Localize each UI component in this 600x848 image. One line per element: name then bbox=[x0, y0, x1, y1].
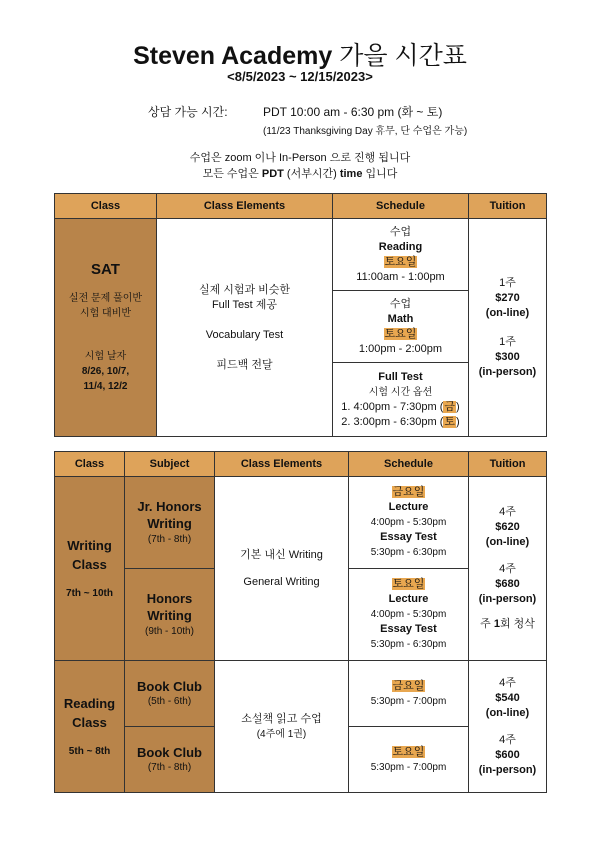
schedule-lecture: Lecture bbox=[388, 501, 429, 513]
header-schedule: Schedule bbox=[333, 194, 469, 219]
subject-grades: (7th - 8th) bbox=[147, 534, 192, 545]
schedule-essay: Essay Test bbox=[380, 531, 437, 543]
option-text: 1. 4:00pm - 7:30pm ( bbox=[341, 400, 444, 413]
tuition-price: $600 bbox=[495, 748, 520, 761]
note-text: 입니다 bbox=[362, 168, 398, 180]
schedule-type: 수업 bbox=[389, 297, 412, 310]
tuition-weeks: 4주 bbox=[499, 563, 516, 575]
tuition-weeks: 4주 bbox=[499, 676, 516, 689]
schedule-essay: Essay Test bbox=[380, 623, 437, 635]
reading-tuition-cell bbox=[469, 661, 547, 793]
schedule-cell-saturday bbox=[349, 727, 469, 793]
reading-grades: 5th ~ 8th bbox=[68, 746, 111, 757]
schedule-lecture: Lecture bbox=[388, 593, 429, 605]
tuition-weeks: 4주 bbox=[499, 506, 516, 518]
subject-honors bbox=[125, 569, 215, 661]
tuition-price: $300 bbox=[495, 350, 520, 363]
schedule-cell-friday bbox=[349, 661, 469, 727]
tuition-weeks: 1주 bbox=[499, 276, 516, 289]
full-test-label: 시험 시간 옵션 bbox=[368, 386, 433, 398]
tuition-mode: (on-line) bbox=[485, 536, 530, 548]
subject-name: Honors bbox=[146, 591, 193, 606]
element-text: Full Test 제공 bbox=[211, 298, 278, 311]
element-text: (4주에 1권) bbox=[256, 728, 307, 740]
subject-book-club-2 bbox=[125, 727, 215, 793]
consult-hours bbox=[148, 103, 442, 120]
subject-name: Book Club bbox=[137, 744, 202, 760]
writing-elements-cell bbox=[215, 477, 349, 661]
schedule-cell-reading bbox=[333, 219, 469, 291]
tuition-price: $540 bbox=[495, 691, 520, 704]
tuition-note bbox=[469, 617, 546, 632]
note-text: 모든 수업은 bbox=[202, 168, 262, 180]
subject-name: Jr. Honors bbox=[137, 499, 202, 514]
tuition-mode: (in-person) bbox=[478, 365, 537, 378]
note-text: 1 bbox=[493, 618, 500, 630]
tuition-price: $270 bbox=[495, 291, 520, 304]
schedule-time: 5:30pm - 7:00pm bbox=[370, 761, 447, 773]
header-elements: Class Elements bbox=[215, 452, 349, 477]
schedule-day: 토요일 bbox=[384, 327, 417, 340]
schedule-day: 토요일 bbox=[392, 745, 425, 758]
schedule-type: 수업 bbox=[389, 225, 412, 238]
schedule-time: 11:00am - 1:00pm bbox=[356, 270, 445, 283]
title-english: Steven Academy bbox=[133, 42, 333, 70]
tuition-mode: (in-person) bbox=[478, 763, 537, 776]
class-notes bbox=[0, 150, 600, 182]
tuition-price: $620 bbox=[495, 521, 520, 533]
full-test-title: Full Test bbox=[378, 370, 423, 383]
schedule-day: 금요일 bbox=[392, 486, 425, 498]
subject-name: Writing bbox=[147, 516, 192, 531]
tuition-weeks: 4주 bbox=[499, 733, 516, 746]
option-day: 금 bbox=[444, 400, 456, 413]
header-class: Class bbox=[55, 194, 157, 219]
tuition-price: $680 bbox=[495, 578, 520, 590]
subject-grades: (5th - 6th) bbox=[147, 695, 192, 707]
header-subject: Subject bbox=[125, 452, 215, 477]
element-text: Vocabulary Test bbox=[205, 328, 284, 341]
sat-elements-cell bbox=[157, 219, 333, 437]
element-text: 실제 시험과 비슷한 bbox=[198, 283, 291, 296]
subject-jr-honors bbox=[125, 477, 215, 569]
schedule-time: 5:30pm - 6:30pm bbox=[370, 547, 447, 558]
page-title bbox=[0, 36, 600, 72]
schedule-day: 금요일 bbox=[392, 679, 425, 692]
schedule-day: 토요일 bbox=[392, 578, 425, 590]
sat-desc1: 실전 문제 풀이반 bbox=[68, 292, 143, 304]
sat-class-cell bbox=[55, 219, 157, 437]
element-text: 소설책 읽고 수업 bbox=[241, 712, 322, 725]
option-day: 토 bbox=[444, 415, 456, 428]
sat-tuition-cell bbox=[469, 219, 547, 437]
writing-tuition-cell bbox=[469, 477, 547, 661]
sat-schedule-table bbox=[54, 193, 547, 437]
header-class: Class bbox=[55, 452, 125, 477]
schedule-day: 토요일 bbox=[384, 255, 417, 268]
schedule-cell-friday bbox=[349, 477, 469, 569]
sat-class-name: SAT bbox=[91, 260, 120, 278]
writing-reading-table bbox=[54, 451, 547, 793]
schedule-time: 5:30pm - 7:00pm bbox=[370, 695, 447, 707]
consult-label: 상담 가능 시간: bbox=[148, 105, 228, 119]
element-text: 피드백 전달 bbox=[216, 358, 273, 371]
reading-elements-cell bbox=[215, 661, 349, 793]
reading-class-cell bbox=[55, 661, 125, 793]
element-text: 기본 내신 Writing bbox=[240, 548, 323, 561]
schedule-cell-math bbox=[333, 291, 469, 363]
schedule-time: 5:30pm - 6:30pm bbox=[370, 639, 447, 650]
note-text: time bbox=[339, 168, 363, 180]
title-korean: 가을 시간표 bbox=[339, 42, 467, 70]
schedule-time: 1:00pm - 2:00pm bbox=[358, 342, 443, 355]
tuition-weeks: 1주 bbox=[499, 335, 516, 348]
schedule-time: 4:00pm - 5:30pm bbox=[370, 609, 447, 620]
note-text: 주 bbox=[480, 618, 494, 630]
subject-name: Writing bbox=[147, 608, 192, 623]
schedule-cell-full-test bbox=[333, 363, 469, 437]
schedule-time: 4:00pm - 5:30pm bbox=[370, 517, 447, 528]
tuition-mode: (on-line) bbox=[485, 706, 530, 719]
element-text: General Writing bbox=[243, 575, 320, 588]
header-tuition: Tuition bbox=[469, 452, 547, 477]
test-dates-label: 시험 날자 bbox=[84, 350, 127, 362]
tuition-mode: (on-line) bbox=[485, 306, 530, 319]
note-timezone bbox=[0, 166, 600, 182]
header-schedule: Schedule bbox=[349, 452, 469, 477]
subject-grades: (7th - 8th) bbox=[147, 761, 192, 773]
note-text: PDT bbox=[261, 168, 284, 180]
subject-name: Book Club bbox=[137, 678, 202, 694]
subject-grades: (9th - 10th) bbox=[145, 626, 194, 637]
note-text: (서부시간) bbox=[283, 168, 340, 180]
schedule-subject: Reading bbox=[378, 240, 423, 253]
writing-class-cell bbox=[55, 477, 125, 661]
term-dates: <8/5/2023 ~ 12/15/2023> bbox=[227, 69, 373, 84]
writing-grades: 7th ~ 10th bbox=[66, 588, 113, 599]
writing-class-name: Writing bbox=[67, 538, 112, 553]
option-text: ) bbox=[456, 400, 460, 413]
note-zoom: 수업은 zoom 이나 In-Person 으로 진행 됩니다 bbox=[189, 152, 411, 164]
full-test-option1 bbox=[333, 400, 468, 415]
option-text: 2. 3:00pm - 6:30pm ( bbox=[341, 415, 444, 428]
table-header-row bbox=[55, 452, 547, 477]
note-text: 회 청삭 bbox=[499, 618, 535, 630]
tuition-mode: (in-person) bbox=[478, 593, 537, 605]
test-dates-line2: 11/4, 12/2 bbox=[83, 380, 128, 392]
schedule-cell-saturday bbox=[349, 569, 469, 661]
consult-note: (11/23 Thanksgiving Day 휴무, 단 수업은 가능) bbox=[263, 126, 468, 137]
full-test-option2 bbox=[333, 415, 468, 430]
test-dates-line1: 8/26, 10/7, bbox=[81, 365, 130, 377]
option-text: ) bbox=[456, 415, 460, 428]
subject-book-club-1 bbox=[125, 661, 215, 727]
reading-class-name: Class bbox=[72, 715, 107, 730]
sat-desc2: 시험 대비반 bbox=[79, 307, 132, 319]
table-header-row bbox=[55, 194, 547, 219]
header-tuition: Tuition bbox=[469, 194, 547, 219]
header-elements: Class Elements bbox=[157, 194, 333, 219]
writing-class-name: Class bbox=[72, 557, 107, 572]
reading-class-name: Reading bbox=[63, 696, 116, 711]
consult-time: PDT 10:00 am - 6:30 pm (화 ~ 토) bbox=[263, 105, 443, 119]
schedule-subject: Math bbox=[387, 312, 414, 325]
